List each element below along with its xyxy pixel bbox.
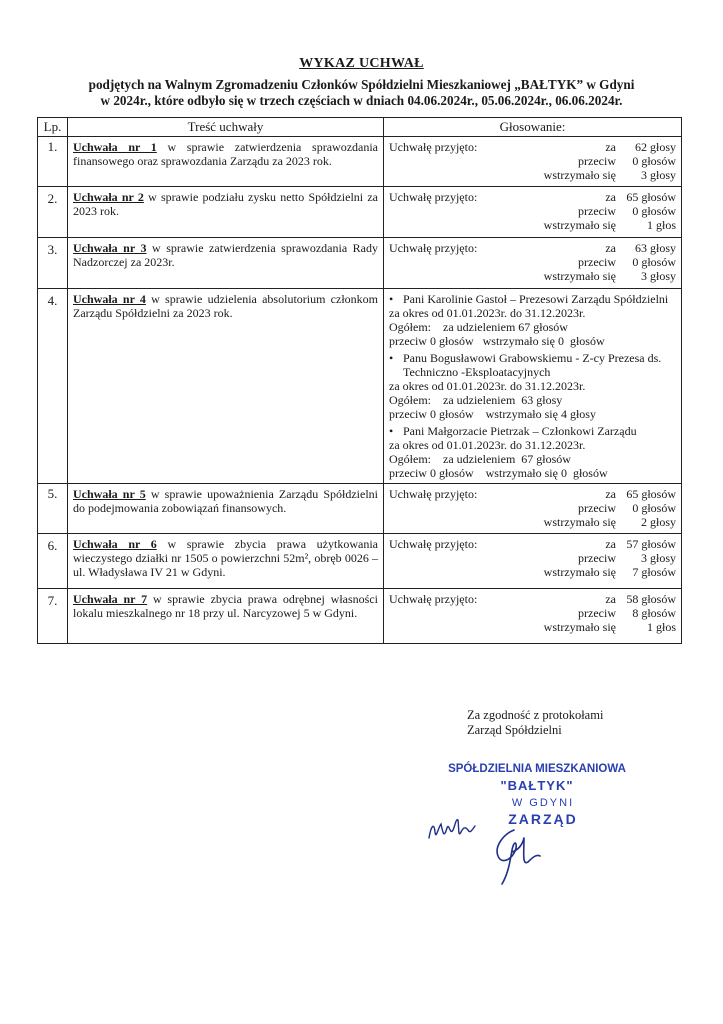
vote-for-label: za <box>605 537 616 551</box>
vote-result: Uchwałę przyjęto: <box>389 592 478 606</box>
resolution-number: Uchwała nr 5 <box>73 487 146 501</box>
table-row <box>38 589 682 644</box>
vote-result: Uchwałę przyjęto: <box>389 241 478 255</box>
resolution-text <box>68 137 384 187</box>
row-number: 4. <box>38 289 68 484</box>
vote-against-label: przeciw <box>578 154 616 168</box>
board-member-vote <box>389 424 676 480</box>
resolution-text <box>68 589 384 644</box>
vote-abstain: 1 głos <box>646 620 676 634</box>
header-tresc: Treść uchwały <box>68 118 384 137</box>
vote-abstain-label: wstrzymało się <box>543 218 616 232</box>
vote-against-abstain: przeciw 0 głosów wstrzymało się 0 głosów <box>389 466 608 480</box>
resolution-description: w sprawie zbycia prawa odrębnej własności lokalu mieszkalnego nr 18 przy ul. Narcyzowej 5 w Gdyni. <box>73 592 378 620</box>
table-row <box>38 238 682 289</box>
subtitle-line-2: w 2024r., które odbyło się w trzech częściach w dniach 04.06.2024r., 05.06.2024r., 06.06.2024r. <box>100 93 623 108</box>
resolution-text <box>68 238 384 289</box>
vote-period: za okres od 01.01.2023r. do 31.12.2023r. <box>389 438 586 452</box>
vote-result: Uchwałę przyjęto: <box>389 537 478 551</box>
vote-abstain-label: wstrzymało się <box>543 620 616 634</box>
vote-against: 3 głosy <box>640 551 676 565</box>
vote-abstain-label: wstrzymało się <box>543 168 616 182</box>
vote-against: 0 głosów <box>632 501 676 515</box>
certification-line-1: Za zgodność z protokołami <box>467 708 604 722</box>
vote-for: 58 głosów <box>626 592 676 606</box>
resolution-description: w sprawie zbycia prawa użytkowania wieczystego działki nr 1505 o powierzchni 52m², obręb 0026 – ul. Władysława IV 21 w Gdyni. <box>73 537 378 579</box>
vote-total: Ogółem: za udzieleniem 67 głosów <box>389 320 568 334</box>
vote-cell <box>384 484 682 534</box>
table-row <box>38 137 682 187</box>
table-row <box>38 534 682 589</box>
vote-result: Uchwałę przyjęto: <box>389 140 478 154</box>
resolution-description: w sprawie podziału zysku netto Spółdzielni za 2023 rok. <box>73 190 379 218</box>
resolution-text <box>68 289 384 484</box>
vote-against-abstain: przeciw 0 głosów wstrzymało się 4 głosy <box>389 407 596 421</box>
resolution-description: w sprawie upoważnienia Zarządu Spółdzielni do podejmowania zobowiązań finansowych. <box>73 487 379 515</box>
vote-cell <box>384 187 682 238</box>
resolution-number: Uchwała nr 3 <box>73 241 147 255</box>
vote-against: 0 głosów <box>632 255 676 269</box>
board-member-vote <box>389 292 676 348</box>
vote-abstain: 3 głosy <box>640 269 676 283</box>
vote-against: 0 głosów <box>632 204 676 218</box>
vote-for-label: za <box>605 190 616 204</box>
vote-against-label: przeciw <box>578 501 616 515</box>
board-member-name: Panu Bogusławowi Grabowskiemu - Z-cy Prezesa ds. Techniczno -Eksploatacyjnych <box>403 351 662 379</box>
board-member-name: Pani Małgorzacie Pietrzak – Członkowi Zarządu <box>403 424 637 438</box>
row-number: 5. <box>38 484 68 534</box>
vote-against: 0 głosów <box>632 154 676 168</box>
vote-against-label: przeciw <box>578 255 616 269</box>
header-glosowanie: Głosowanie: <box>384 118 682 137</box>
stamp-line-2: "BAŁTYK" <box>500 778 574 793</box>
board-member-name: Pani Karolinie Gastoł – Prezesowi Zarządu Spółdzielni <box>403 292 669 306</box>
row-number: 2. <box>38 187 68 238</box>
vote-for-label: za <box>605 592 616 606</box>
table-row <box>38 484 682 534</box>
document-subtitle <box>20 77 703 109</box>
resolution-text <box>68 534 384 589</box>
row-number: 3. <box>38 238 68 289</box>
vote-for: 65 głosów <box>626 190 676 204</box>
certification-line-2: Zarząd Spółdzielni <box>467 723 562 737</box>
header-lp: Lp. <box>38 118 68 137</box>
table-row <box>38 289 682 484</box>
vote-period: za okres od 01.01.2023r. do 31.12.2023r. <box>389 379 586 393</box>
vote-abstain: 2 głosy <box>640 515 676 529</box>
row-number: 6. <box>38 534 68 589</box>
signature-2 <box>484 822 554 892</box>
vote-abstain-label: wstrzymało się <box>543 565 616 579</box>
resolution-number: Uchwała nr 7 <box>73 592 148 606</box>
vote-abstain-label: wstrzymało się <box>543 515 616 529</box>
vote-against-label: przeciw <box>578 606 616 620</box>
vote-against-abstain: przeciw 0 głosów wstrzymało się 0 głosów <box>389 334 605 348</box>
resolution-description: w sprawie zatwierdzenia sprawozdania finansowego oraz sprawozdania Zarządu za 2023 rok. <box>73 140 379 168</box>
stamp-line-3: W GDYNI <box>511 797 575 809</box>
resolution-number: Uchwała nr 4 <box>73 292 146 306</box>
vote-result: Uchwałę przyjęto: <box>389 487 478 501</box>
bullet-icon: • <box>389 292 394 306</box>
resolution-number: Uchwała nr 6 <box>73 537 157 551</box>
resolution-description: w sprawie zatwierdzenia sprawozdania Rady Nadzorczej za 2023r. <box>73 241 379 269</box>
vote-for: 63 głosy <box>634 241 676 255</box>
vote-cell <box>384 534 682 589</box>
vote-total: Ogółem: za udzieleniem 67 głosów <box>389 452 571 466</box>
resolutions-table <box>37 117 682 644</box>
resolution-number: Uchwała nr 1 <box>73 140 157 154</box>
vote-against-label: przeciw <box>578 204 616 218</box>
table-header-row <box>38 118 682 137</box>
vote-abstain: 1 głos <box>646 218 676 232</box>
vote-abstain: 7 głosów <box>632 565 676 579</box>
vote-result: Uchwałę przyjęto: <box>389 190 478 204</box>
row-number: 7. <box>38 589 68 644</box>
resolution-text <box>68 187 384 238</box>
vote-for-label: za <box>605 487 616 501</box>
vote-against: 8 głosów <box>632 606 676 620</box>
vote-period: za okres od 01.01.2023r. do 31.12.2023r. <box>389 306 586 320</box>
resolution-description: w sprawie udzielenia absolutorium członkom Zarządu Spółdzielni za 2023 rok. <box>73 292 378 320</box>
vote-for-label: za <box>605 241 616 255</box>
vote-cell <box>384 589 682 644</box>
subtitle-line-1: podjętych na Walnym Zgromadzeniu Członków Spółdzielni Mieszkaniowej „BAŁTYK” w Gdyni <box>88 77 635 92</box>
vote-for-label: za <box>605 140 616 154</box>
row-number: 1. <box>38 137 68 187</box>
vote-for: 65 głosów <box>626 487 676 501</box>
vote-abstain-label: wstrzymało się <box>543 269 616 283</box>
stamp-line-1: SPÓŁDZIELNIA MIESZKANIOWA <box>448 763 626 775</box>
board-member-vote <box>389 351 676 421</box>
vote-total: Ogółem: za udzieleniem 63 głosy <box>389 393 563 407</box>
vote-abstain: 3 głosy <box>640 168 676 182</box>
document-title: WYKAZ UCHWAŁ <box>299 56 424 71</box>
bullet-icon: • <box>389 351 394 365</box>
certification-note <box>467 708 603 738</box>
stamp-line-4: ZARZĄD <box>508 811 578 827</box>
bullet-icon: • <box>389 424 394 438</box>
vote-for: 62 głosy <box>634 140 676 154</box>
table-row <box>38 187 682 238</box>
vote-for: 57 głosów <box>626 537 676 551</box>
vote-cell <box>384 289 682 484</box>
vote-cell <box>384 137 682 187</box>
resolution-number: Uchwała nr 2 <box>73 190 144 204</box>
resolution-text <box>68 484 384 534</box>
vote-cell <box>384 238 682 289</box>
signature-1 <box>425 808 485 848</box>
vote-against-label: przeciw <box>578 551 616 565</box>
